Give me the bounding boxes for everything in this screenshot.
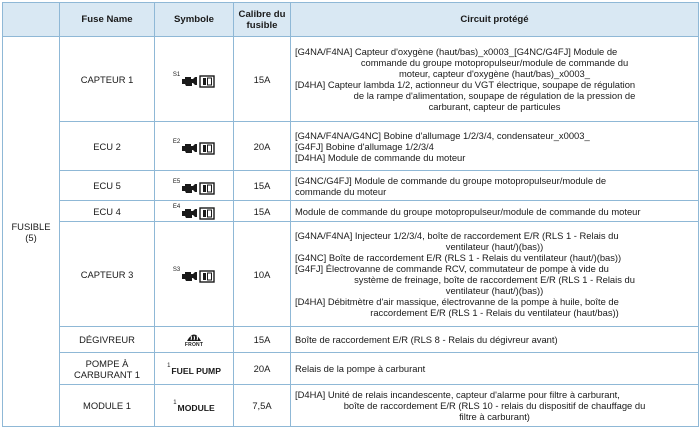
fuse-circuit	[291, 171, 699, 201]
fuse-rating: 15A	[234, 327, 291, 353]
fuse-rating: 7,5A	[234, 385, 291, 427]
fuse-circuit	[291, 122, 699, 171]
circuit-line: système de freinage, boîte de raccordement E/R (RLS 1 - Relais du	[354, 274, 635, 285]
circuit-line: [D4HA] Débitmètre d'air massique, électrovanne de la pompe à huile, boîte de	[295, 296, 619, 307]
engine-icon	[181, 142, 198, 154]
fuse-rating: 15A	[234, 171, 291, 201]
category-count: (5)	[25, 231, 37, 243]
table-row	[3, 385, 699, 427]
table-row	[3, 122, 699, 171]
circuit-line: [G4NC/G4FJ] Module de commande du groupe motopropulseur/module de	[295, 174, 607, 186]
fuse-circuit	[291, 353, 699, 385]
circuit-line: [G4NC] Boîte de raccordement E/R (RLS 1 - Relais du ventilateur (haut/)(bas))	[295, 252, 622, 263]
header-row	[3, 3, 699, 37]
circuit-line: [G4NA/F4NA] Capteur d'oxygène (haut/bas)_x0003_[G4NC/G4FJ] Module de	[295, 46, 618, 57]
fuse-rating: 15A	[234, 201, 291, 222]
engine-icon	[181, 75, 198, 87]
fuse-name-line1: POMPE À	[85, 357, 129, 369]
module-icon	[199, 207, 215, 220]
fuse-circuit	[291, 327, 699, 353]
category-label: FUSIBLE	[11, 220, 51, 232]
circuit-line: [D4HA] Capteur lambda 1/2, actionneur du VGT électrique, soupape de régulation	[295, 79, 636, 90]
fuse-symbol	[155, 171, 234, 201]
symbol-superscript: E4	[172, 204, 181, 210]
fuse-name: ECU 5	[60, 171, 155, 201]
circuit-line: [G4FJ] Électrovanne de commande RCV, commutateur de pompe à vide du	[295, 263, 609, 274]
circuit-line: filtre à carburant)	[459, 411, 530, 422]
circuit-line: raccordement E/R (RLS 1 - Relais du ventilateur (haut/bas))	[370, 307, 619, 318]
engine-icon	[181, 270, 198, 282]
module-icon	[199, 75, 215, 88]
circuit-line: [D4HA] Unité de relais incandescente, capteur d'alarme pour filtre à carburant,	[295, 389, 620, 400]
symbol-superscript: E5	[172, 178, 181, 185]
circuit-line: ventilateur (haut/)(bas))	[445, 285, 544, 296]
fuse-name: MODULE 1	[60, 385, 155, 427]
circuit-line: Relais de la pompe à carburant	[295, 363, 426, 374]
fuse-name-line2: CARBURANT 1	[74, 368, 140, 380]
front-defroster-icon	[186, 331, 202, 342]
header-rating: Calibre du fusible	[234, 3, 291, 37]
fuse-symbol	[155, 385, 234, 427]
fuse-circuit	[291, 201, 699, 222]
engine-icon	[181, 182, 198, 194]
category-cell	[3, 37, 60, 427]
fuse-name	[60, 353, 155, 385]
fuse-name: DÉGIVREUR	[60, 327, 155, 353]
fuse-name: ECU 2	[60, 122, 155, 171]
symbol-superscript: 1	[167, 362, 171, 369]
table-row	[3, 327, 699, 353]
circuit-line: Boîte de raccordement E/R (RLS 8 - Relais du dégivreur avant)	[295, 334, 558, 345]
header-circuit: Circuit protégé	[291, 3, 699, 37]
fuse-symbol	[155, 201, 234, 222]
circuit-line: carburant, capteur de particules	[428, 101, 561, 112]
symbol-superscript: 1	[173, 399, 177, 406]
table-row	[3, 222, 699, 327]
circuit-line: moteur, capteur d'oxygène (haut/bas)_x0003_	[399, 68, 590, 79]
circuit-line: [G4FJ] Bobine d'allumage 1/2/3/4	[295, 140, 434, 152]
fuse-symbol	[155, 353, 234, 385]
circuit-line: [G4NA/F4NA/G4NC] Bobine d'allumage 1/2/3/4, condensateur_x0003_	[295, 129, 590, 141]
fuse-symbol	[155, 222, 234, 327]
fuse-symbol	[155, 122, 234, 171]
fuse-circuit	[291, 37, 699, 122]
symbol-label: FUEL PUMP	[171, 365, 221, 376]
table-row	[3, 37, 699, 122]
fuse-table	[2, 2, 699, 427]
circuit-line: commande du moteur	[295, 185, 387, 197]
circuit-line: ventilateur (haut/)(bas))	[445, 241, 544, 252]
symbol-superscript: S1	[172, 72, 181, 78]
fuse-rating: 20A	[234, 353, 291, 385]
fuse-rating: 10A	[234, 222, 291, 327]
engine-icon	[181, 207, 198, 219]
fuse-circuit	[291, 222, 699, 327]
circuit-line: [D4HA] Module de commande du moteur	[295, 151, 466, 163]
fuse-name: CAPTEUR 3	[60, 222, 155, 327]
symbol-superscript: E2	[172, 139, 181, 145]
header-fuse-name: Fuse Name	[60, 3, 155, 37]
circuit-line: de la rampe d'alimentation, soupape de régulation de la pression de	[353, 90, 636, 101]
fuse-name: ECU 4	[60, 201, 155, 222]
table-row	[3, 171, 699, 201]
circuit-line: boîte de raccordement E/R (RLS 10 - relais du dispositif de chauffage du	[343, 400, 646, 411]
fuse-name: CAPTEUR 1	[60, 37, 155, 122]
circuit-line: commande du groupe motopropulseur/module de commande du	[360, 57, 629, 68]
fuse-rating: 20A	[234, 122, 291, 171]
fuse-symbol	[155, 37, 234, 122]
table-row	[3, 201, 699, 222]
circuit-line: Module de commande du groupe motopropulseur/module de commande du moteur	[295, 205, 641, 217]
module-icon	[199, 142, 215, 155]
front-label: FRONT	[184, 342, 204, 348]
fuse-rating: 15A	[234, 37, 291, 122]
module-icon	[199, 270, 215, 283]
fuse-symbol	[155, 327, 234, 353]
module-icon	[199, 182, 215, 195]
header-blank	[3, 3, 60, 37]
circuit-line: [G4NA/F4NA] Injecteur 1/2/3/4, boîte de raccordement E/R (RLS 1 - Relais du	[295, 230, 619, 241]
symbol-superscript: S3	[172, 267, 181, 273]
symbol-label: MODULE	[177, 402, 215, 413]
header-symbol: Symbole	[155, 3, 234, 37]
table-row	[3, 353, 699, 385]
fuse-circuit	[291, 385, 699, 427]
